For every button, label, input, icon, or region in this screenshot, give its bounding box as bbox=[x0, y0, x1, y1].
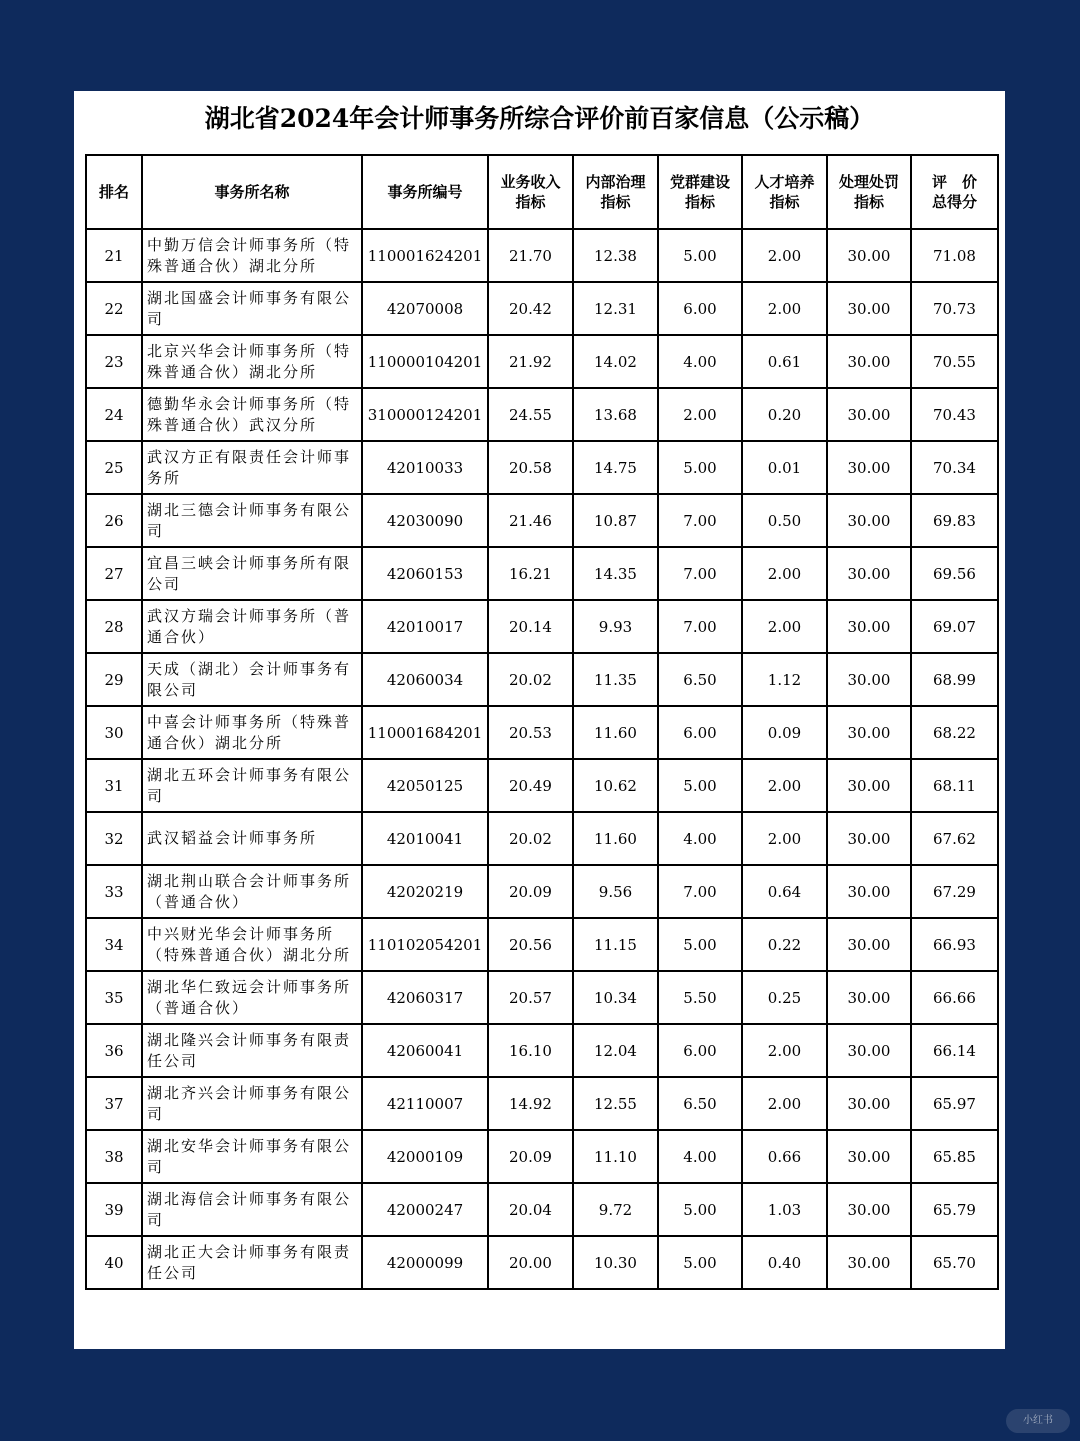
table-row bbox=[86, 812, 998, 865]
header-revenue bbox=[488, 155, 573, 229]
cell-total: 69.07 bbox=[911, 600, 998, 653]
cell-rank: 39 bbox=[86, 1183, 142, 1236]
cell-penalty: 30.00 bbox=[827, 494, 911, 547]
header-firm-name: 事务所名称 bbox=[142, 155, 362, 229]
cell-party: 5.00 bbox=[658, 759, 742, 812]
cell-firm-name: 宜昌三峡会计师事务所有限公司 bbox=[142, 547, 362, 600]
cell-firm-name: 武汉韬益会计师事务所 bbox=[142, 812, 362, 865]
cell-rank: 30 bbox=[86, 706, 142, 759]
cell-total: 66.14 bbox=[911, 1024, 998, 1077]
cell-penalty: 30.00 bbox=[827, 1183, 911, 1236]
cell-penalty: 30.00 bbox=[827, 1024, 911, 1077]
cell-penalty: 30.00 bbox=[827, 1077, 911, 1130]
header-talent-line2: 指标 bbox=[769, 193, 800, 211]
cell-penalty: 30.00 bbox=[827, 547, 911, 600]
cell-firm-code: 42030090 bbox=[362, 494, 488, 547]
table-row bbox=[86, 653, 998, 706]
cell-rank: 35 bbox=[86, 971, 142, 1024]
cell-governance: 9.93 bbox=[573, 600, 658, 653]
cell-total: 70.34 bbox=[911, 441, 998, 494]
header-rank: 排名 bbox=[86, 155, 142, 229]
cell-rank: 32 bbox=[86, 812, 142, 865]
cell-rank: 40 bbox=[86, 1236, 142, 1289]
cell-talent: 2.00 bbox=[742, 229, 827, 282]
table-header-row bbox=[86, 155, 998, 229]
cell-firm-name: 武汉方瑞会计师事务所（普通合伙） bbox=[142, 600, 362, 653]
header-firm-code: 事务所编号 bbox=[362, 155, 488, 229]
cell-talent: 2.00 bbox=[742, 1077, 827, 1130]
cell-revenue: 20.00 bbox=[488, 1236, 573, 1289]
table-row bbox=[86, 918, 998, 971]
cell-firm-name: 湖北正大会计师事务有限责任公司 bbox=[142, 1236, 362, 1289]
cell-party: 4.00 bbox=[658, 812, 742, 865]
cell-rank: 31 bbox=[86, 759, 142, 812]
cell-party: 5.00 bbox=[658, 918, 742, 971]
cell-firm-name: 湖北五环会计师事务有限公司 bbox=[142, 759, 362, 812]
cell-firm-code: 42000247 bbox=[362, 1183, 488, 1236]
cell-firm-name: 中勤万信会计师事务所（特殊普通合伙）湖北分所 bbox=[142, 229, 362, 282]
cell-firm-name: 北京兴华会计师事务所（特殊普通合伙）湖北分所 bbox=[142, 335, 362, 388]
cell-governance: 9.72 bbox=[573, 1183, 658, 1236]
cell-penalty: 30.00 bbox=[827, 388, 911, 441]
cell-rank: 27 bbox=[86, 547, 142, 600]
cell-rank: 33 bbox=[86, 865, 142, 918]
cell-total: 66.93 bbox=[911, 918, 998, 971]
cell-firm-code: 42010017 bbox=[362, 600, 488, 653]
cell-talent: 2.00 bbox=[742, 600, 827, 653]
cell-party: 6.00 bbox=[658, 1024, 742, 1077]
cell-talent: 2.00 bbox=[742, 282, 827, 335]
cell-revenue: 20.56 bbox=[488, 918, 573, 971]
page-title: 湖北省2024年会计师事务所综合评价前百家信息（公示稿） bbox=[204, 104, 875, 133]
watermark: 小红书 bbox=[1006, 1409, 1070, 1433]
cell-talent: 0.40 bbox=[742, 1236, 827, 1289]
cell-talent: 0.01 bbox=[742, 441, 827, 494]
table-row bbox=[86, 759, 998, 812]
cell-penalty: 30.00 bbox=[827, 759, 911, 812]
cell-firm-name: 中喜会计师事务所（特殊普通合伙）湖北分所 bbox=[142, 706, 362, 759]
cell-firm-code: 110000104201 bbox=[362, 335, 488, 388]
cell-revenue: 14.92 bbox=[488, 1077, 573, 1130]
cell-firm-name: 武汉方正有限责任会计师事务所 bbox=[142, 441, 362, 494]
cell-governance: 11.60 bbox=[573, 706, 658, 759]
cell-firm-name: 湖北三德会计师事务有限公司 bbox=[142, 494, 362, 547]
header-penalty bbox=[827, 155, 911, 229]
table-row bbox=[86, 1130, 998, 1183]
cell-firm-name: 湖北隆兴会计师事务有限责任公司 bbox=[142, 1024, 362, 1077]
cell-firm-code: 42000109 bbox=[362, 1130, 488, 1183]
cell-party: 5.50 bbox=[658, 971, 742, 1024]
cell-rank: 22 bbox=[86, 282, 142, 335]
cell-firm-code: 110102054201 bbox=[362, 918, 488, 971]
table-row bbox=[86, 971, 998, 1024]
cell-revenue: 20.42 bbox=[488, 282, 573, 335]
cell-party: 7.00 bbox=[658, 494, 742, 547]
cell-governance: 14.02 bbox=[573, 335, 658, 388]
cell-penalty: 30.00 bbox=[827, 812, 911, 865]
cell-revenue: 16.10 bbox=[488, 1024, 573, 1077]
cell-total: 68.22 bbox=[911, 706, 998, 759]
table-row bbox=[86, 441, 998, 494]
cell-rank: 38 bbox=[86, 1130, 142, 1183]
cell-governance: 11.10 bbox=[573, 1130, 658, 1183]
cell-penalty: 30.00 bbox=[827, 1236, 911, 1289]
cell-talent: 0.09 bbox=[742, 706, 827, 759]
cell-penalty: 30.00 bbox=[827, 1130, 911, 1183]
cell-governance: 11.15 bbox=[573, 918, 658, 971]
cell-revenue: 20.04 bbox=[488, 1183, 573, 1236]
cell-total: 67.29 bbox=[911, 865, 998, 918]
cell-firm-code: 42110007 bbox=[362, 1077, 488, 1130]
cell-party: 6.00 bbox=[658, 706, 742, 759]
cell-firm-code: 42010041 bbox=[362, 812, 488, 865]
cell-rank: 29 bbox=[86, 653, 142, 706]
cell-penalty: 30.00 bbox=[827, 229, 911, 282]
cell-total: 65.85 bbox=[911, 1130, 998, 1183]
cell-firm-code: 42000099 bbox=[362, 1236, 488, 1289]
cell-firm-name: 天成（湖北）会计师事务有限公司 bbox=[142, 653, 362, 706]
cell-talent: 1.03 bbox=[742, 1183, 827, 1236]
cell-talent: 0.20 bbox=[742, 388, 827, 441]
cell-governance: 12.04 bbox=[573, 1024, 658, 1077]
cell-total: 68.11 bbox=[911, 759, 998, 812]
cell-talent: 0.50 bbox=[742, 494, 827, 547]
cell-firm-code: 42050125 bbox=[362, 759, 488, 812]
cell-revenue: 21.92 bbox=[488, 335, 573, 388]
cell-party: 7.00 bbox=[658, 547, 742, 600]
cell-governance: 13.68 bbox=[573, 388, 658, 441]
cell-penalty: 30.00 bbox=[827, 865, 911, 918]
cell-talent: 2.00 bbox=[742, 1024, 827, 1077]
header-total-line1: 评 价 bbox=[931, 173, 977, 191]
cell-total: 67.62 bbox=[911, 812, 998, 865]
cell-total: 71.08 bbox=[911, 229, 998, 282]
cell-party: 7.00 bbox=[658, 600, 742, 653]
header-penalty-line2: 指标 bbox=[853, 193, 884, 211]
header-governance-line2: 指标 bbox=[600, 193, 631, 211]
cell-penalty: 30.00 bbox=[827, 600, 911, 653]
table-row bbox=[86, 494, 998, 547]
cell-governance: 12.55 bbox=[573, 1077, 658, 1130]
header-party bbox=[658, 155, 742, 229]
cell-rank: 26 bbox=[86, 494, 142, 547]
cell-revenue: 20.53 bbox=[488, 706, 573, 759]
header-revenue-line2: 指标 bbox=[515, 193, 546, 211]
table-row bbox=[86, 706, 998, 759]
cell-talent: 0.25 bbox=[742, 971, 827, 1024]
header-revenue-line1: 业务收入 bbox=[500, 173, 561, 191]
cell-penalty: 30.00 bbox=[827, 918, 911, 971]
cell-party: 5.00 bbox=[658, 1183, 742, 1236]
cell-revenue: 20.49 bbox=[488, 759, 573, 812]
cell-penalty: 30.00 bbox=[827, 653, 911, 706]
ranking-table bbox=[85, 154, 999, 1290]
cell-governance: 11.35 bbox=[573, 653, 658, 706]
header-total-line2: 总得分 bbox=[931, 193, 977, 211]
table-row bbox=[86, 282, 998, 335]
cell-revenue: 20.58 bbox=[488, 441, 573, 494]
cell-revenue: 20.09 bbox=[488, 865, 573, 918]
cell-governance: 14.75 bbox=[573, 441, 658, 494]
cell-penalty: 30.00 bbox=[827, 706, 911, 759]
cell-revenue: 21.46 bbox=[488, 494, 573, 547]
table-row bbox=[86, 865, 998, 918]
cell-total: 68.99 bbox=[911, 653, 998, 706]
cell-talent: 0.61 bbox=[742, 335, 827, 388]
cell-penalty: 30.00 bbox=[827, 335, 911, 388]
cell-talent: 0.22 bbox=[742, 918, 827, 971]
header-governance-line1: 内部治理 bbox=[585, 173, 646, 191]
header-party-line1: 党群建设 bbox=[669, 173, 730, 191]
table-row bbox=[86, 388, 998, 441]
cell-rank: 25 bbox=[86, 441, 142, 494]
cell-total: 65.79 bbox=[911, 1183, 998, 1236]
cell-firm-name: 湖北安华会计师事务有限公司 bbox=[142, 1130, 362, 1183]
cell-firm-code: 42010033 bbox=[362, 441, 488, 494]
table-body bbox=[86, 229, 998, 1289]
cell-party: 6.50 bbox=[658, 653, 742, 706]
cell-governance: 10.34 bbox=[573, 971, 658, 1024]
cell-firm-name: 中兴财光华会计师事务所（特殊普通合伙）湖北分所 bbox=[142, 918, 362, 971]
cell-total: 70.73 bbox=[911, 282, 998, 335]
cell-governance: 12.38 bbox=[573, 229, 658, 282]
cell-governance: 10.87 bbox=[573, 494, 658, 547]
document-sheet bbox=[74, 91, 1005, 1349]
cell-governance: 10.62 bbox=[573, 759, 658, 812]
table-row bbox=[86, 1077, 998, 1130]
cell-total: 66.66 bbox=[911, 971, 998, 1024]
cell-party: 4.00 bbox=[658, 335, 742, 388]
cell-rank: 28 bbox=[86, 600, 142, 653]
cell-revenue: 20.09 bbox=[488, 1130, 573, 1183]
cell-total: 65.70 bbox=[911, 1236, 998, 1289]
cell-firm-name: 湖北国盛会计师事务有限公司 bbox=[142, 282, 362, 335]
cell-total: 70.43 bbox=[911, 388, 998, 441]
header-total bbox=[911, 155, 998, 229]
cell-talent: 0.66 bbox=[742, 1130, 827, 1183]
cell-talent: 2.00 bbox=[742, 547, 827, 600]
cell-firm-code: 110001684201 bbox=[362, 706, 488, 759]
cell-penalty: 30.00 bbox=[827, 441, 911, 494]
cell-party: 5.00 bbox=[658, 1236, 742, 1289]
cell-party: 6.50 bbox=[658, 1077, 742, 1130]
cell-total: 70.55 bbox=[911, 335, 998, 388]
cell-firm-code: 110001624201 bbox=[362, 229, 488, 282]
header-talent bbox=[742, 155, 827, 229]
cell-rank: 36 bbox=[86, 1024, 142, 1077]
header-talent-line1: 人才培养 bbox=[754, 173, 815, 191]
cell-talent: 2.00 bbox=[742, 759, 827, 812]
table-row bbox=[86, 335, 998, 388]
cell-talent: 1.12 bbox=[742, 653, 827, 706]
cell-party: 2.00 bbox=[658, 388, 742, 441]
cell-firm-code: 42060153 bbox=[362, 547, 488, 600]
cell-revenue: 21.70 bbox=[488, 229, 573, 282]
cell-firm-name: 湖北荆山联合会计师事务所（普通合伙） bbox=[142, 865, 362, 918]
cell-rank: 34 bbox=[86, 918, 142, 971]
cell-penalty: 30.00 bbox=[827, 971, 911, 1024]
cell-governance: 14.35 bbox=[573, 547, 658, 600]
cell-firm-name: 湖北海信会计师事务有限公司 bbox=[142, 1183, 362, 1236]
cell-rank: 24 bbox=[86, 388, 142, 441]
cell-governance: 11.60 bbox=[573, 812, 658, 865]
cell-revenue: 20.02 bbox=[488, 653, 573, 706]
table-row bbox=[86, 1183, 998, 1236]
cell-governance: 10.30 bbox=[573, 1236, 658, 1289]
cell-governance: 9.56 bbox=[573, 865, 658, 918]
table-row bbox=[86, 1024, 998, 1077]
cell-rank: 37 bbox=[86, 1077, 142, 1130]
cell-party: 7.00 bbox=[658, 865, 742, 918]
cell-party: 5.00 bbox=[658, 441, 742, 494]
cell-total: 69.83 bbox=[911, 494, 998, 547]
table-row bbox=[86, 547, 998, 600]
cell-rank: 23 bbox=[86, 335, 142, 388]
cell-revenue: 20.57 bbox=[488, 971, 573, 1024]
cell-rank: 21 bbox=[86, 229, 142, 282]
cell-revenue: 20.02 bbox=[488, 812, 573, 865]
cell-party: 6.00 bbox=[658, 282, 742, 335]
cell-talent: 2.00 bbox=[742, 812, 827, 865]
cell-firm-name: 德勤华永会计师事务所（特殊普通合伙）武汉分所 bbox=[142, 388, 362, 441]
cell-governance: 12.31 bbox=[573, 282, 658, 335]
header-governance bbox=[573, 155, 658, 229]
cell-party: 5.00 bbox=[658, 229, 742, 282]
table-row bbox=[86, 600, 998, 653]
cell-party: 4.00 bbox=[658, 1130, 742, 1183]
header-penalty-line1: 处理处罚 bbox=[838, 173, 899, 191]
cell-firm-code: 42060041 bbox=[362, 1024, 488, 1077]
cell-firm-code: 310000124201 bbox=[362, 388, 488, 441]
cell-firm-code: 42020219 bbox=[362, 865, 488, 918]
cell-firm-code: 42070008 bbox=[362, 282, 488, 335]
cell-total: 69.56 bbox=[911, 547, 998, 600]
cell-talent: 0.64 bbox=[742, 865, 827, 918]
header-party-line2: 指标 bbox=[684, 193, 715, 211]
cell-total: 65.97 bbox=[911, 1077, 998, 1130]
cell-firm-code: 42060317 bbox=[362, 971, 488, 1024]
cell-firm-code: 42060034 bbox=[362, 653, 488, 706]
cell-penalty: 30.00 bbox=[827, 282, 911, 335]
table-row bbox=[86, 1236, 998, 1289]
table-row bbox=[86, 229, 998, 282]
cell-firm-name: 湖北齐兴会计师事务有限公司 bbox=[142, 1077, 362, 1130]
cell-revenue: 24.55 bbox=[488, 388, 573, 441]
cell-firm-name: 湖北华仁致远会计师事务所（普通合伙） bbox=[142, 971, 362, 1024]
cell-revenue: 20.14 bbox=[488, 600, 573, 653]
cell-revenue: 16.21 bbox=[488, 547, 573, 600]
